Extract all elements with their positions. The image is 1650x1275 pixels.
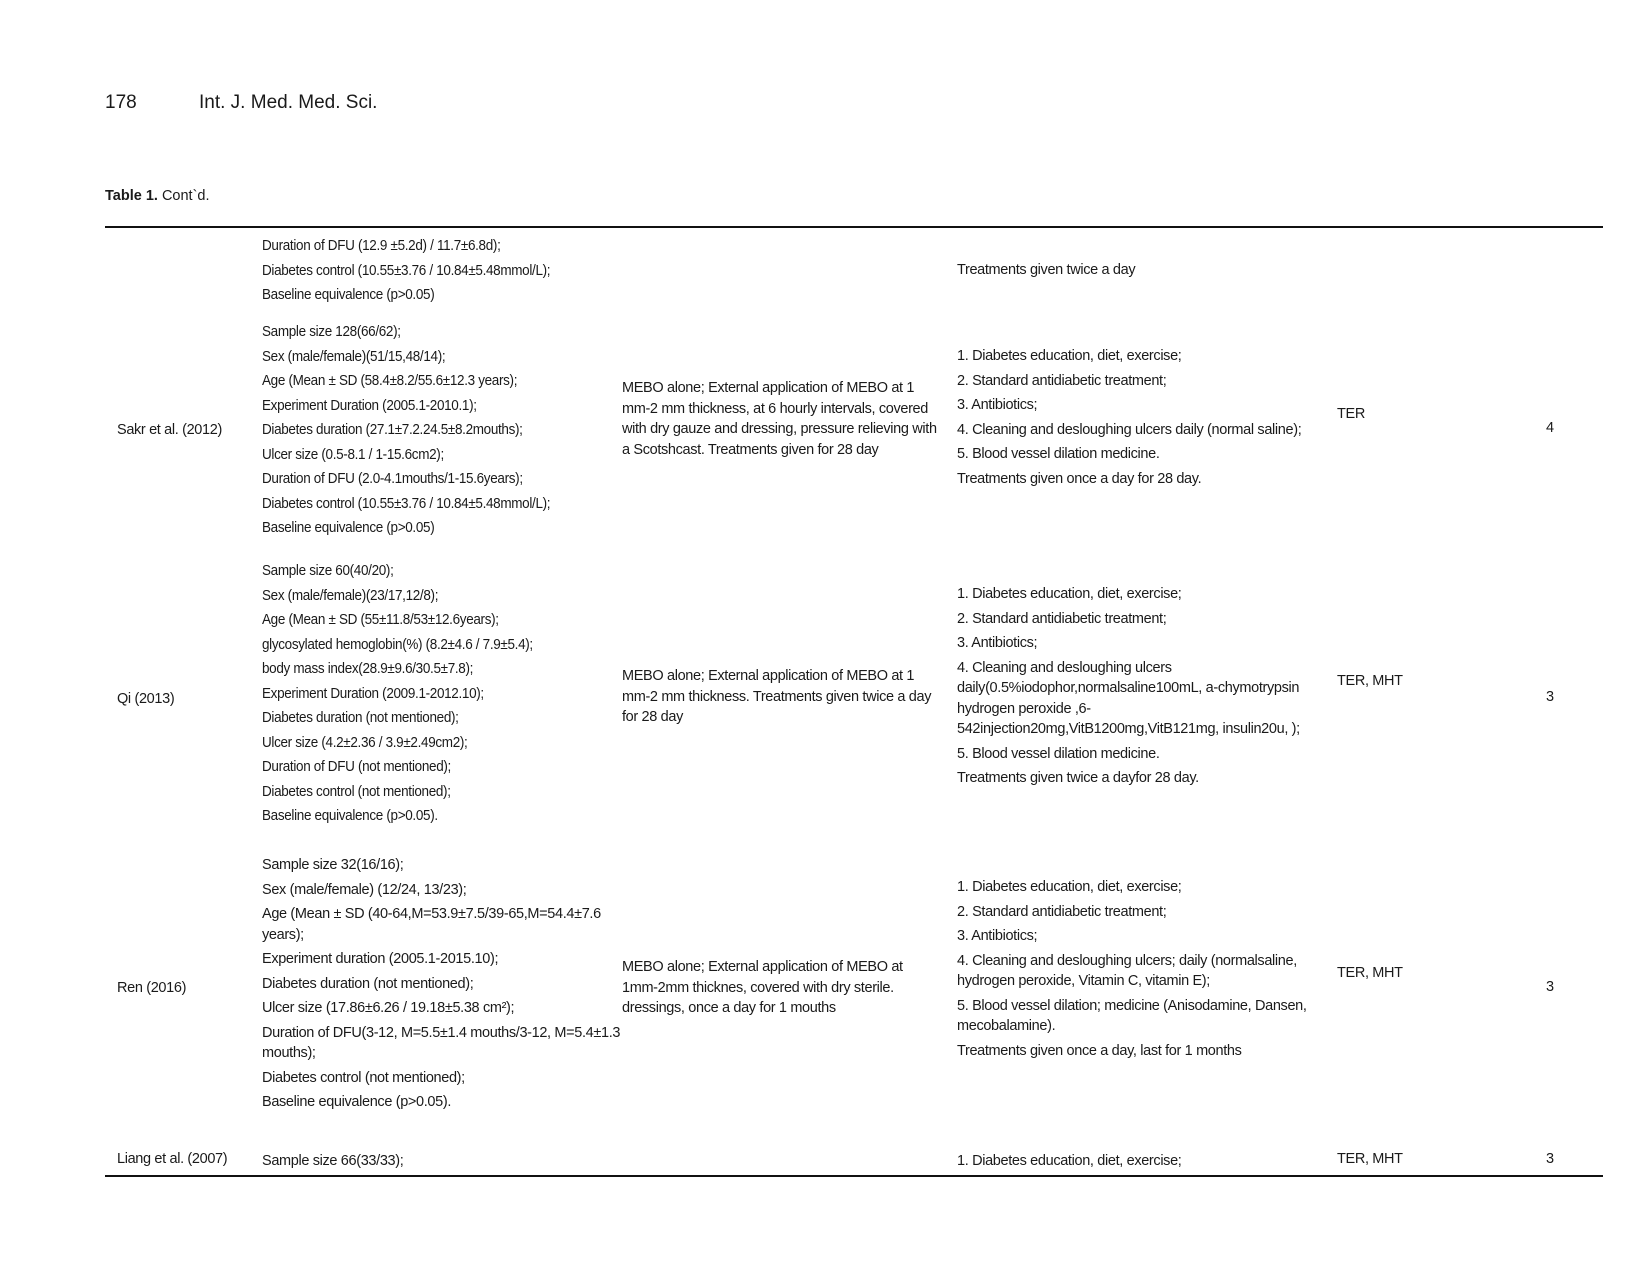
participant-line: Age (Mean ± SD (40-64,M=53.9±7.5/39-65,M=54.4±7.6 years); — [262, 906, 601, 943]
participant-line: Diabetes control (not mentioned); — [262, 783, 451, 800]
study-cell: Sakr et al. (2012) — [117, 422, 222, 438]
participant-line: Experiment Duration (2009.1-2012.10); — [262, 685, 484, 702]
participant-line: Baseline equivalence (p>0.05) — [262, 287, 435, 303]
control-line: 3. Antibiotics; — [957, 928, 1038, 944]
table-row — [105, 855, 1603, 1149]
participant-line: Duration of DFU (not mentioned); — [262, 759, 451, 775]
participants-cell — [262, 320, 597, 541]
control-line: 5. Blood vessel dilation medicine. — [957, 745, 1160, 762]
intervention-cell: MEBO alone; External application of MEBO at 1mm-2mm thicknes, covered with dry sterile. dressings, once a day for 1 mouths — [622, 959, 903, 1016]
control-line: 4. Cleaning and desloughing ulcers; daily (normalsaline, hydrogen peroxide, Vitamin C, vitamin E); — [957, 952, 1297, 989]
control-line: Treatments given once a day for 28 day. — [957, 470, 1202, 487]
table-caption — [105, 188, 210, 204]
score-cell: 3 — [1545, 689, 1555, 705]
score-cell: 3 — [1545, 1151, 1555, 1167]
study-cell: Ren (2016) — [117, 980, 187, 996]
control-line: 4. Cleaning and desloughing ulcers daily(0.5%iodophor,normalsaline100mL, a-chymotrypsin hydrogen peroxide ,6-542injection20mg,VitB1200mg,VitB121mg, insulin20u, ); — [957, 659, 1300, 737]
participants-cell — [262, 559, 597, 829]
participant-line: Duration of DFU (12.9 ±5.2d) / 11.7±6.8d); — [262, 238, 501, 254]
control-line: 2. Standard antidiabetic treatment; — [957, 610, 1167, 627]
participant-line: Ulcer size (0.5-8.1 / 1-15.6cm2); — [262, 446, 444, 463]
study-cell: Qi (2013) — [117, 691, 175, 707]
score-cell: 3 — [1545, 979, 1555, 995]
control-line: 4. Cleaning and desloughing ulcers daily (normal saline); — [957, 421, 1302, 438]
outcome-cell: TER, MHT — [1337, 965, 1403, 981]
control-cell — [957, 346, 1327, 493]
participant-line: Sample size 60(40/20); — [262, 563, 394, 579]
participant-line: Sex (male/female) (12/24, 13/23); — [262, 881, 467, 898]
control-cell — [957, 877, 1327, 1065]
participant-line: Duration of DFU (2.0-4.1mouths/1-15.6years); — [262, 471, 523, 487]
control-line: 3. Antibiotics; — [957, 635, 1038, 651]
participant-line: Sample size 128(66/62); — [262, 324, 401, 340]
table-label: Table 1. — [105, 188, 158, 204]
participant-line: Diabetes duration (not mentioned); — [262, 975, 474, 992]
control-line: 5. Blood vessel dilation medicine. — [957, 446, 1160, 462]
control-line: 3. Antibiotics; — [957, 397, 1038, 413]
participants-cell — [262, 234, 597, 308]
control-line: 1. Diabetes education, diet, exercise; — [957, 879, 1182, 895]
control-line: 2. Standard antidiabetic treatment; — [957, 903, 1167, 920]
control-cell — [957, 584, 1327, 793]
participant-line: body mass index(28.9±9.6/30.5±7.8); — [262, 661, 474, 677]
page-number: 178 — [105, 92, 137, 113]
participant-line: Experiment Duration (2005.1-2010.1); — [262, 397, 477, 414]
table-row — [105, 312, 1603, 559]
control-cell: Treatments given twice a day — [957, 262, 1136, 278]
outcome-cell: TER — [1337, 406, 1365, 422]
participant-line: Diabetes duration (not mentioned); — [262, 710, 459, 726]
participants-cell: Sample size 66(33/33); — [262, 1153, 404, 1169]
outcome-cell: TER, MHT — [1337, 673, 1403, 689]
participant-line: Sex (male/female)(51/15,48/14); — [262, 348, 446, 365]
control-cell: 1. Diabetes education, diet, exercise; — [957, 1153, 1182, 1169]
table-row — [105, 559, 1603, 855]
score-cell: 4 — [1545, 420, 1555, 436]
study-cell: Liang et al. (2007) — [117, 1151, 228, 1167]
control-line: 5. Blood vessel dilation; medicine (Anisodamine, Dansen, mecobalamine). — [957, 997, 1307, 1034]
table-row — [105, 1149, 1603, 1175]
participant-line: Baseline equivalence (p>0.05) — [262, 520, 435, 536]
participant-line: Age (Mean ± SD (55±11.8/53±12.6years); — [262, 612, 499, 628]
participant-line: Sample size 32(16/16); — [262, 857, 404, 873]
participant-line: Ulcer size (4.2±2.36 / 3.9±2.49cm2); — [262, 734, 468, 751]
intervention-cell: MEBO alone; External application of MEBO at 1 mm-2 mm thickness, at 6 hourly intervals, covered with dry gauze and dressing, pressure relieving with a Scotshcast. Treatments given for 28 day — [622, 380, 937, 458]
control-line: 1. Diabetes education, diet, exercise; — [957, 348, 1182, 364]
control-line: Treatments given twice a dayfor 28 day. — [957, 770, 1199, 786]
intervention-cell: MEBO alone; External application of MEBO at 1 mm-2 mm thickness. Treatments given twice a day for 28 day — [622, 668, 932, 725]
running-header — [105, 92, 377, 114]
participant-line: glycosylated hemoglobin(%) (8.2±4.6 / 7.9±5.4); — [262, 636, 533, 653]
participant-line: Diabetes control (10.55±3.76 / 10.84±5.48mmol/L); — [262, 495, 551, 512]
participant-line: Baseline equivalence (p>0.05). — [262, 1094, 452, 1110]
table-row — [105, 228, 1603, 312]
table — [105, 226, 1603, 1177]
participant-line: Diabetes duration (27.1±7.2.24.5±8.2mouths); — [262, 422, 523, 438]
participant-line: Experiment duration (2005.1-2015.10); — [262, 951, 499, 967]
journal-title: Int. J. Med. Med. Sci. — [199, 92, 378, 113]
participant-line: Ulcer size (17.86±6.26 / 19.18±5.38 cm²); — [262, 1000, 515, 1016]
table-caption-text: Cont`d. — [157, 188, 210, 204]
control-line: 1. Diabetes education, diet, exercise; — [957, 586, 1182, 602]
participant-line: Baseline equivalence (p>0.05). — [262, 808, 438, 824]
participant-line: Duration of DFU(3-12, M=5.5±1.4 mouths/3-12, M=5.4±1.3 mouths); — [262, 1024, 621, 1061]
participant-line: Age (Mean ± SD (58.4±8.2/55.6±12.3 years); — [262, 373, 518, 389]
participant-line: Diabetes control (not mentioned); — [262, 1069, 465, 1086]
control-line: Treatments given once a day, last for 1 months — [957, 1042, 1242, 1059]
participants-cell — [262, 855, 622, 1117]
table-bottom-rule — [105, 1175, 1603, 1177]
participant-line: Diabetes control (10.55±3.76 / 10.84±5.48mmol/L); — [262, 262, 551, 279]
participant-line: Sex (male/female)(23/17,12/8); — [262, 587, 439, 604]
control-line: 2. Standard antidiabetic treatment; — [957, 372, 1167, 389]
outcome-cell: TER, MHT — [1337, 1151, 1403, 1167]
